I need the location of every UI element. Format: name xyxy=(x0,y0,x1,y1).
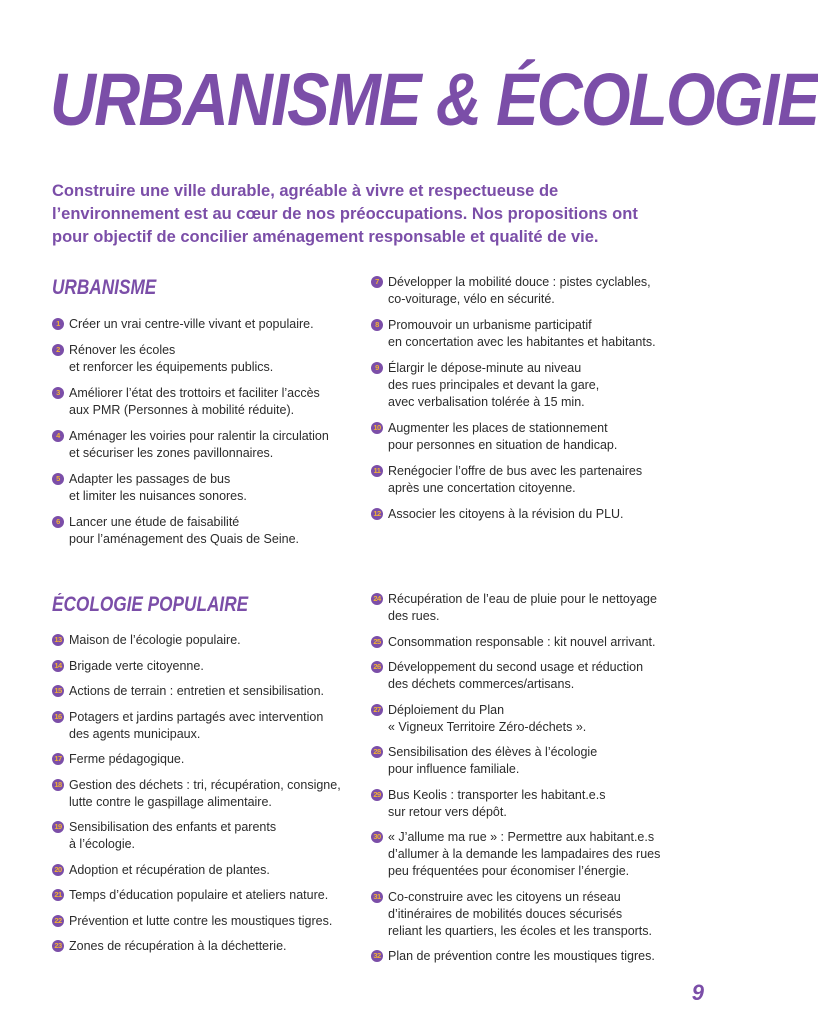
list-item xyxy=(52,709,362,743)
list-item-text: Associer les citoyens à la révision du PLU. xyxy=(388,507,624,521)
list-item-text: Développement du second usage et réduction des déchets commerces/artisans. xyxy=(388,660,644,691)
list-item-text: Maison de l’écologie populaire. xyxy=(69,633,241,647)
number-badge: 5 xyxy=(52,473,64,485)
list-item-text: Rénover les écoles et renforcer les équipements publics. xyxy=(69,343,274,374)
list-item-text: Récupération de l’eau de pluie pour le nettoyage des rues. xyxy=(388,592,657,623)
ecologie-list-left xyxy=(52,632,362,964)
list-item-text: Élargir le dépose-minute au niveau des rues principales et devant la gare, avec verbalisation tolérée à 15 min. xyxy=(388,361,600,409)
list-item xyxy=(371,317,681,351)
number-badge: 17 xyxy=(52,753,64,765)
list-item xyxy=(52,385,362,419)
number-badge: 16 xyxy=(52,711,64,723)
list-item-text: Gestion des déchets : tri, récupération, consigne, lutte contre le gaspillage alimentaire. xyxy=(69,777,341,809)
number-badge: 31 xyxy=(371,891,383,903)
list-item-text: Co-construire avec les citoyens un réseau d’itinéraires de mobilités douces sécurisés reliant les quartiers, les écoles et les transports. xyxy=(388,889,653,938)
list-item-text: Lancer une étude de faisabilité pour l’aménagement des Quais de Seine. xyxy=(69,515,300,546)
list-item xyxy=(371,506,681,523)
list-item xyxy=(52,342,362,376)
number-badge: 15 xyxy=(52,685,64,697)
number-badge: 4 xyxy=(52,430,64,442)
number-badge: 10 xyxy=(371,422,383,434)
list-item-text: Adoption et récupération de plantes. xyxy=(69,862,270,877)
list-item-text: Développer la mobilité douce : pistes cyclables, co-voiturage, vélo en sécurité. xyxy=(388,275,651,306)
number-badge: 29 xyxy=(371,789,383,801)
page-number: 9 xyxy=(691,980,704,1005)
list-item xyxy=(371,463,681,497)
list-item xyxy=(371,659,681,693)
list-item-text: Plan de prévention contre les moustiques tigres. xyxy=(388,949,655,963)
list-item xyxy=(371,889,681,940)
list-item xyxy=(52,514,362,548)
list-item xyxy=(371,948,681,965)
list-item-text: Bus Keolis : transporter les habitant.e.s sur retour vers dépôt. xyxy=(388,787,606,819)
number-badge: 14 xyxy=(52,660,64,672)
list-item-text: Potagers et jardins partagés avec intervention des agents municipaux. xyxy=(69,709,324,741)
list-item xyxy=(52,683,362,700)
list-item-text: Améliorer l’état des trottoirs et faciliter l’accès aux PMR (Personnes à mobilité réduite). xyxy=(69,386,320,417)
number-badge: 1 xyxy=(52,318,64,330)
list-item xyxy=(52,777,362,811)
number-badge: 2 xyxy=(52,344,64,356)
list-item-text: Ferme pédagogique. xyxy=(69,752,185,766)
list-item xyxy=(52,658,362,675)
list-item xyxy=(52,316,362,333)
list-item-text: Zones de récupération à la déchetterie. xyxy=(69,939,287,953)
number-badge: 25 xyxy=(371,636,383,648)
number-badge: 3 xyxy=(52,387,64,399)
list-item xyxy=(371,274,681,308)
section-title-urbanisme: URBANISME xyxy=(52,276,157,299)
list-item xyxy=(371,702,681,736)
number-badge: 21 xyxy=(52,889,64,901)
number-badge: 23 xyxy=(52,940,64,952)
number-badge: 6 xyxy=(52,516,64,528)
list-item-text: Créer un vrai centre-ville vivant et populaire. xyxy=(69,317,314,331)
number-badge: 19 xyxy=(52,821,64,833)
urbanisme-list-right xyxy=(371,274,681,532)
list-item-text: Consommation responsable : kit nouvel arrivant. xyxy=(388,634,656,649)
number-badge: 28 xyxy=(371,746,383,758)
list-item xyxy=(52,938,362,955)
number-badge: 27 xyxy=(371,704,383,716)
list-item xyxy=(52,632,362,649)
number-badge: 11 xyxy=(371,465,383,477)
list-item xyxy=(371,420,681,454)
list-item xyxy=(52,887,362,904)
list-item-text: Renégocier l’offre de bus avec les partenaires après une concertation citoyenne. xyxy=(388,464,643,495)
list-item xyxy=(52,819,362,853)
list-item-text: Sensibilisation des enfants et parents à l’écologie. xyxy=(69,820,277,851)
number-badge: 22 xyxy=(52,915,64,927)
section-title-ecologie: ÉCOLOGIE POPULAIRE xyxy=(52,593,249,616)
number-badge: 32 xyxy=(371,950,383,962)
number-badge: 26 xyxy=(371,661,383,673)
list-item-text: Prévention et lutte contre les moustiques tigres. xyxy=(69,913,333,928)
page-title: URBANISME & ÉCOLOGIE xyxy=(50,58,818,141)
number-badge: 24 xyxy=(371,593,383,605)
ecologie-list-right xyxy=(371,591,681,974)
list-item xyxy=(371,591,681,625)
list-item xyxy=(371,787,681,821)
list-item-text: Brigade verte citoyenne. xyxy=(69,658,204,673)
list-item-text: Adapter les passages de bus et limiter les nuisances sonores. xyxy=(69,472,247,503)
list-item-text: Promouvoir un urbanisme participatif en concertation avec les habitantes et habitants. xyxy=(388,318,656,349)
list-item-text: Aménager les voiries pour ralentir la circulation et sécuriser les zones pavillonnaires. xyxy=(69,429,329,460)
list-item-text: Sensibilisation des élèves à l’écologie pour influence familiale. xyxy=(388,745,598,776)
list-item xyxy=(371,360,681,411)
list-item-text: Actions de terrain : entretien et sensibilisation. xyxy=(69,684,324,698)
list-item xyxy=(52,471,362,505)
list-item xyxy=(52,862,362,879)
list-item xyxy=(52,913,362,930)
list-item-text: « J’allume ma rue » : Permettre aux habitant.e.s d’allumer à la demande les lampadaires des rues peu fréquentées pour économiser l’énergie. xyxy=(388,830,661,878)
number-badge: 7 xyxy=(371,276,383,288)
urbanisme-list-left xyxy=(52,316,362,557)
number-badge: 18 xyxy=(52,779,64,791)
list-item xyxy=(371,744,681,778)
list-item-text: Déploiement du Plan « Vigneux Territoire Zéro-déchets ». xyxy=(388,702,587,734)
intro-paragraph: Construire une ville durable, agréable à vivre et respectueuse de l’environnement est au cœur de nos préoccupations. Nos propositions ont pour objectif de concilier aménagement responsable et qualité de vie. xyxy=(52,182,638,246)
list-item xyxy=(52,751,362,768)
number-badge: 13 xyxy=(52,634,64,646)
list-item xyxy=(371,634,681,651)
number-badge: 20 xyxy=(52,864,64,876)
list-item-text: Temps d’éducation populaire et ateliers nature. xyxy=(69,888,329,902)
number-badge: 30 xyxy=(371,831,383,843)
number-badge: 9 xyxy=(371,362,383,374)
list-item xyxy=(52,428,362,462)
list-item-text: Augmenter les places de stationnement pour personnes en situation de handicap. xyxy=(388,421,618,452)
number-badge: 8 xyxy=(371,319,383,331)
number-badge: 12 xyxy=(371,508,383,520)
list-item xyxy=(371,829,681,880)
